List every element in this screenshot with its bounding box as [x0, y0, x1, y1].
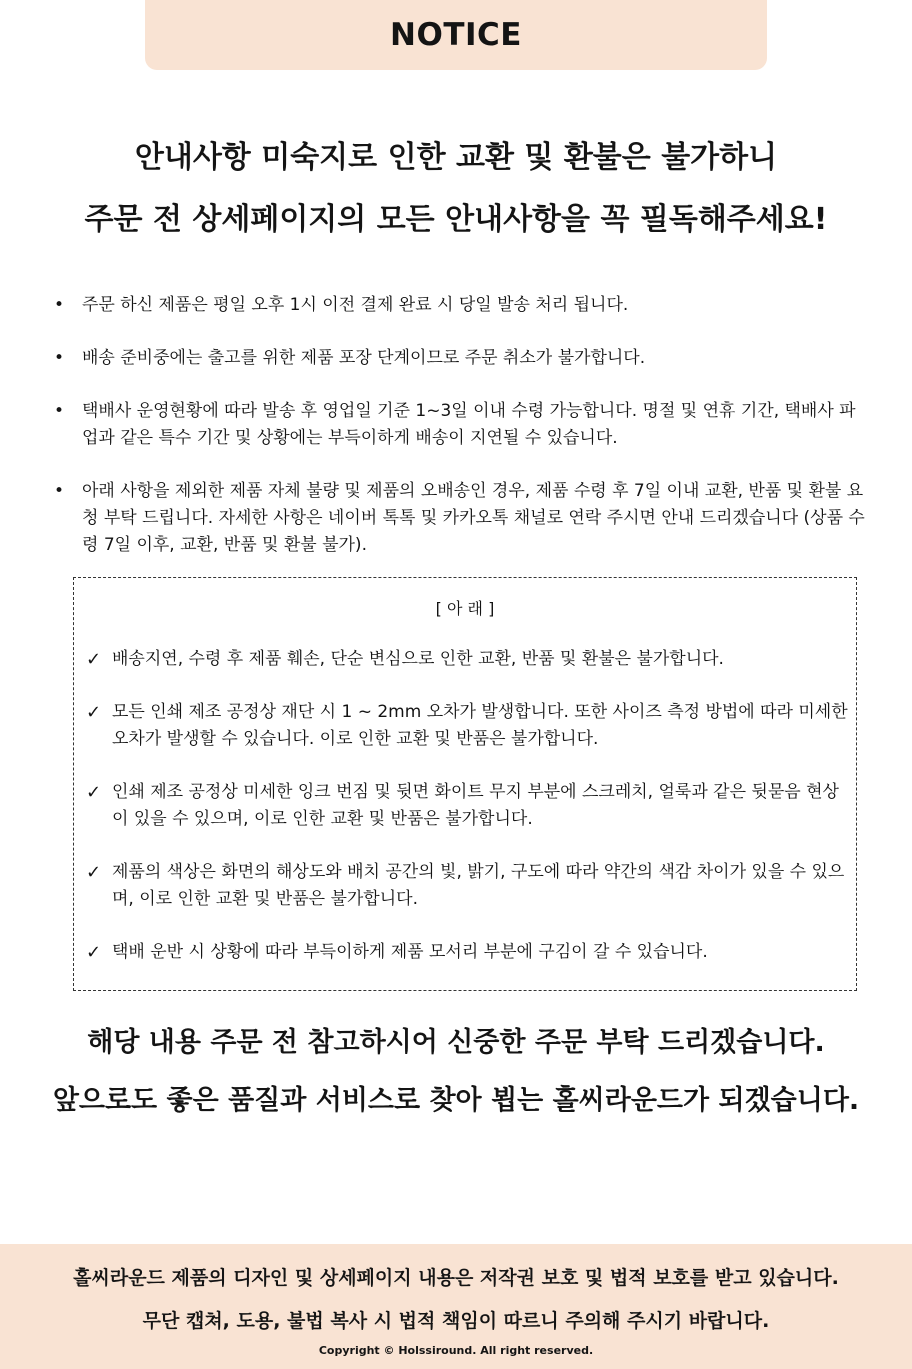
exceptions-list [86, 646, 848, 992]
exceptions-box-title: [ 아 래 ] [435, 599, 495, 618]
checkmark-icon: ✓ [86, 649, 102, 670]
list-item [86, 939, 848, 966]
check-text: 모든 인쇄 제조 공정상 재단 시 1 ~ 2mm 오차가 발생합니다. 또한 사이즈 측정 방법에 따라 미세한 오차가 발생할 수 있습니다. 이로 인한 교환 및 반품은 불가합니다. [112, 702, 848, 749]
copyright-text: Copyright © Holssiround. All right reserved. [318, 1344, 594, 1357]
closing-line-1: 해당 내용 주문 전 참고하시어 신중한 주문 부탁 드리겠습니다. [87, 1027, 825, 1058]
list-item [86, 646, 848, 673]
notice-bullet-list [52, 292, 872, 585]
list-item [52, 292, 872, 319]
bullet-text: 배송 준비중에는 출고를 위한 제품 포장 단계이므로 주문 취소가 불가합니다. [82, 348, 646, 368]
list-item [52, 478, 872, 559]
check-text: 택배 운반 시 상황에 따라 부득이하게 제품 모서리 부분에 구김이 갈 수 있습니다. [112, 942, 708, 962]
checkmark-icon: ✓ [86, 702, 102, 723]
check-text: 제품의 색상은 화면의 해상도와 배치 공간의 빛, 밝기, 구도에 따라 약간의 색감 차이가 있을 수 있으며, 이로 인한 교환 및 반품은 불가합니다. [112, 862, 845, 909]
bullet-icon: • [54, 401, 65, 421]
list-item [86, 779, 848, 833]
footer-line-2: 무단 캡쳐, 도용, 불법 복사 시 법적 책임이 따르니 주의해 주시기 바랍니다. [142, 1310, 770, 1332]
list-item [52, 398, 872, 452]
bullet-icon: • [54, 295, 65, 315]
bullet-icon: • [54, 481, 65, 501]
checkmark-icon: ✓ [86, 942, 102, 963]
headline-line-1: 안내사항 미숙지로 인한 교환 및 환불은 불가하니 [134, 140, 778, 175]
page-title: NOTICE [390, 17, 522, 53]
bullet-text: 아래 사항을 제외한 제품 자체 불량 및 제품의 오배송인 경우, 제품 수령 후 7일 이내 교환, 반품 및 환불 요청 부탁 드립니다. 자세한 사항은 네이버 톡톡 및 카카오톡 채널로 연락 주시면 안내 드리겠습니다 (상품 수령 7일 이후, 교환, 반품 및 환불 불가). [82, 481, 865, 555]
bullet-text: 주문 하신 제품은 평일 오후 1시 이전 결제 완료 시 당일 발송 처리 됩니다. [82, 295, 629, 315]
list-item [86, 859, 848, 913]
footer-line-1: 홀씨라운드 제품의 디자인 및 상세페이지 내용은 저작권 보호 및 법적 보호를 받고 있습니다. [73, 1267, 839, 1289]
bullet-text: 택배사 운영현황에 따라 발송 후 영업일 기준 1~3일 이내 수령 가능합니다. 명절 및 연휴 기간, 택배사 파업과 같은 특수 기간 및 상황에는 부득이하게 배송이 지연될 수 있습니다. [82, 401, 856, 448]
list-item [52, 345, 872, 372]
closing-line-2: 앞으로도 좋은 품질과 서비스로 찾아 뵙는 홀씨라운드가 되겠습니다. [52, 1085, 860, 1116]
headline-line-2: 주문 전 상세페이지의 모든 안내사항을 꼭 필독해주세요! [84, 202, 828, 237]
checkmark-icon: ✓ [86, 862, 102, 883]
checkmark-icon: ✓ [86, 782, 102, 803]
check-text: 배송지연, 수령 후 제품 훼손, 단순 변심으로 인한 교환, 반품 및 환불은 불가합니다. [112, 649, 724, 669]
notice-header [145, 0, 767, 70]
check-text: 인쇄 제조 공정상 미세한 잉크 번짐 및 뒷면 화이트 무지 부분에 스크레치, 얼룩과 같은 뒷묻음 현상이 있을 수 있으며, 이로 인한 교환 및 반품은 불가합니다. [112, 782, 839, 829]
exceptions-box [73, 577, 857, 991]
bullet-icon: • [54, 348, 65, 368]
list-item [86, 699, 848, 753]
